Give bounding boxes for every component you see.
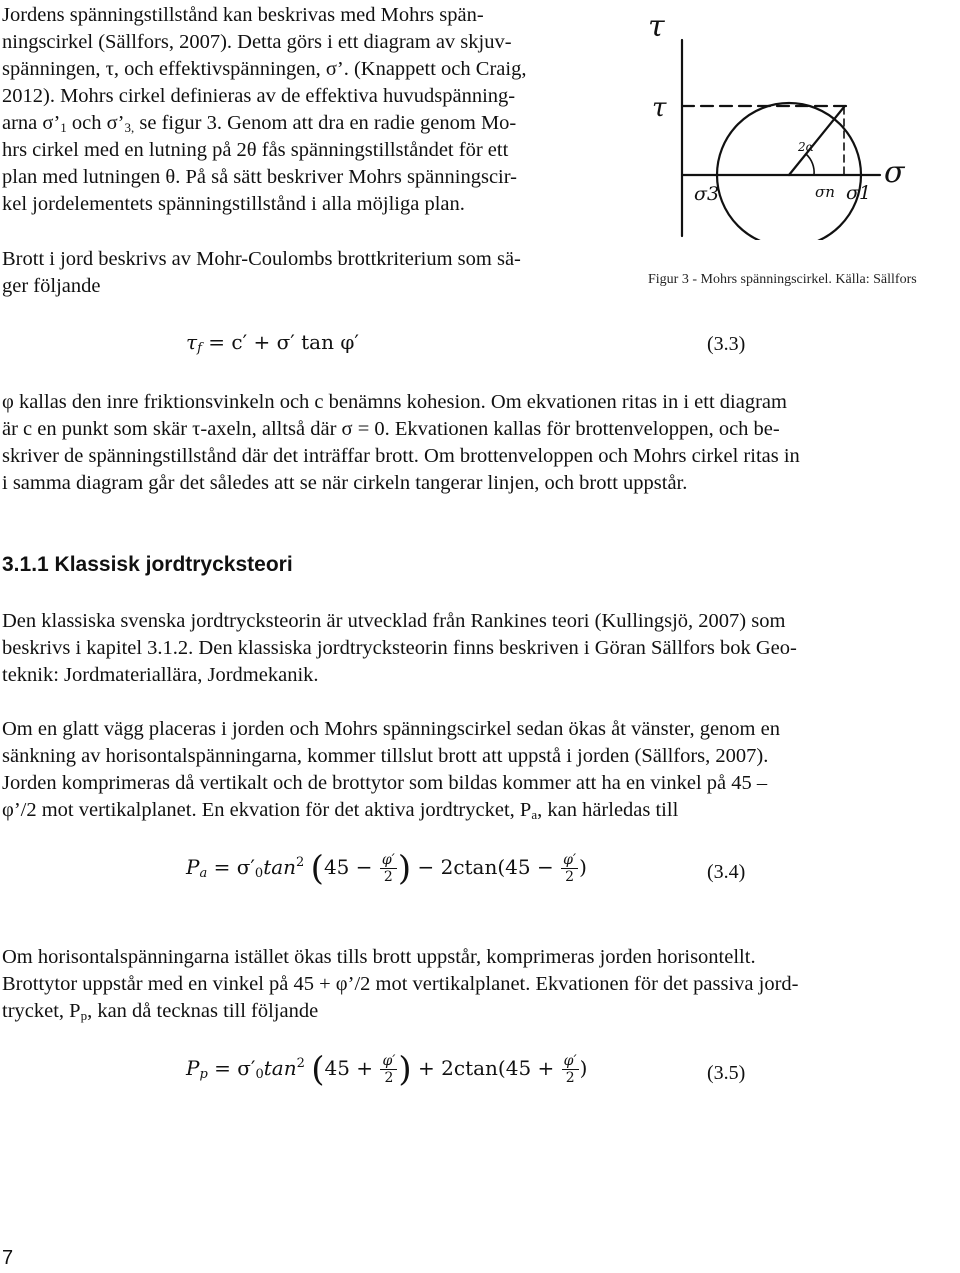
para-line: beskrivs i kapitel 3.1.2. Den klassiska jordtrycksteorin finns beskriven i Göran Sällfors bok Geo- [2,637,797,659]
para-line: teknik: Jordmateriallära, Jordmekanik. [2,664,319,686]
para-line: Om en glatt vägg placeras i jorden och Mohrs spänningscirkel sedan ökas åt vänster, genom en [2,718,780,740]
intro-line: 2012). Mohrs cirkel definieras av de effektiva huvudspänning- [2,85,516,107]
tau-point-label: τ [652,93,667,123]
page-number: 7 [2,1247,14,1269]
passive-pressure-paragraph [2,944,952,1025]
para-line: Den klassiska svenska jordtrycksteorin är utvecklad från Rankines teori (Kullingsjö, 2007) som [2,610,786,632]
intro-line: ningscirkel (Sällfors, 2007). Detta görs i ett diagram av skjuv- [2,31,512,53]
mohr-circle-drawing [648,0,960,240]
angle-arc [806,154,814,175]
section-heading: 3.1.1 Klassisk jordtrycksteori [2,553,293,576]
tau-axis-label: τ [648,9,665,44]
brott-line: ger följande [2,275,101,297]
equation-3-5-number: (3.5) [707,1062,746,1084]
equation-3-4-number: (3.4) [707,861,746,883]
sigma-n-label: σn [815,183,835,201]
sigma3-label: σ3 [694,183,720,205]
para-line: i samma diagram går det således att se när cirkeln tangerar linjen, och brott uppstår. [2,472,688,494]
figure-caption: Figur 3 - Mohrs spänningscirkel. Källa: Sällfors [648,272,917,287]
intro-line: Jordens spänningstillstånd kan beskrivas med Mohrs spän- [2,4,484,26]
sigma1-label: σ1 [846,182,872,204]
para-line: är c en punkt som skär τ-axeln, alltså där σ = 0. Ekvationen kallas för brottenveloppen, och be- [2,418,780,440]
intro-line: plan med lutningen θ. På så sätt beskriver Mohrs spänningscir- [2,166,517,188]
intro-line: arna $\sigma’_1$ och $\sigma’_{3,}$ se figur 3. Genom att dra en radie genom Mo- [2,112,517,135]
intro-line: spänningen, τ, och effektivspänningen, σ’. (Knappett och Craig, [2,58,527,80]
intro-paragraph [2,2,602,218]
intro-line: kel jordelementets spänningstillstånd i alla möjliga plan. [2,193,465,215]
friction-paragraph [2,389,952,497]
para-line: trycket, $P_p$, kan då tecknas till följande [2,1000,319,1023]
mohr-circle [717,103,861,240]
two-theta-label: 2α [798,140,814,154]
para-line: Jorden komprimeras då vertikalt och de brottytor som bildas kommer att ha en vinkel på 45 – [2,772,768,794]
para-line: Om horisontalspänningarna istället ökas tills brott uppstår, komprimeras jorden horisontellt. [2,946,756,968]
sigma-axis-label: σ [884,155,905,190]
equation-3-3: $\tau_f = c' + \sigma'$ tan φ′ [186,330,359,356]
para-line: φ’/2 mot vertikalplanet. En ekvation för det aktiva jordtrycket, $P_a$, kan härledas till [2,799,679,822]
para-line: Brottytor uppstår med en vinkel på 45 + φ’/2 mot vertikalplanet. Ekvationen för det passiva jord- [2,973,799,995]
para-line: φ kallas den inre friktionsvinkeln och c benämns kohesion. Om ekvationen ritas in i ett diagram [2,391,787,413]
brott-line: Brott i jord beskrivs av Mohr-Coulombs brottkriterium som sä- [2,248,521,270]
mohr-circle-figure [648,0,960,240]
para-line: skriver de spänningstillstånd där det inträffar brott. Om brottenveloppen och Mohrs cirkel ritas in [2,445,800,467]
equation-3-3-number: (3.3) [707,333,746,355]
equation-3-4: $P_a = \sigma'_0\tan^2$ (45 − $\frac{\varphi'}{2}$ ) − 2ctan(45 − $\frac{\varphi'}{2}$ ) [186,848,587,889]
classic-theory-paragraph [2,608,952,689]
active-pressure-paragraph [2,716,952,824]
para-line: sänkning av horisontalspänningarna, kommer tillslut brott att uppstå i jorden (Sällfors, 2007). [2,745,769,767]
equation-3-5: $P_p = \sigma'_0\tan^2$ (45 + $\frac{\varphi'}{2}$ ) + 2ctan(45 + $\frac{\varphi'}{2}$ ) [186,1049,588,1090]
intro-line: hrs cirkel med en lutning på 2θ fås spänningstillståndet för ett [2,139,509,161]
brott-paragraph [2,246,602,300]
